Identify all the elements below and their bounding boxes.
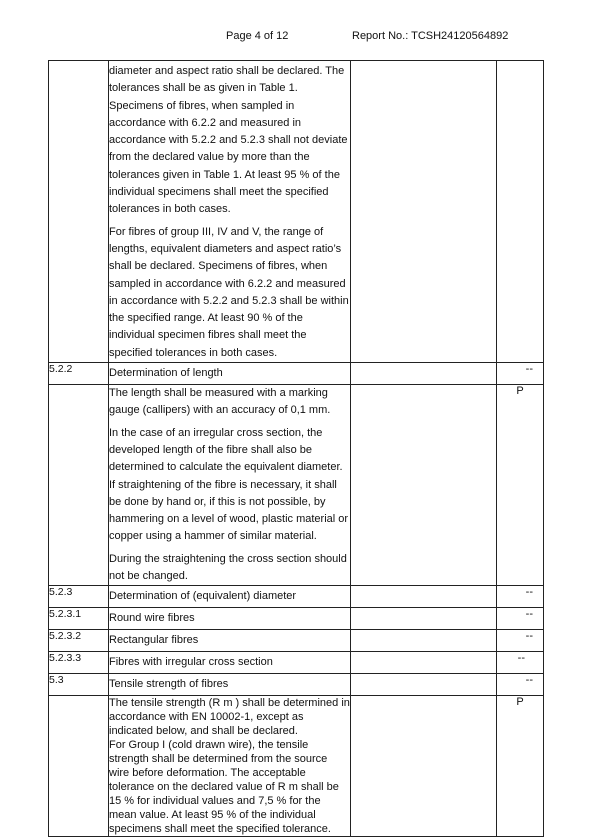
verdict-cell: -- bbox=[497, 674, 544, 696]
requirement-text: Rectangular fibres bbox=[109, 630, 351, 652]
requirement-text: The length shall be measured with a marking gauge (callipers) with an accuracy of 0,1 mm. bbox=[109, 387, 331, 417]
table-row bbox=[49, 363, 544, 385]
requirement-cell bbox=[109, 61, 351, 363]
requirement-text: Fibres with irregular cross section bbox=[109, 652, 351, 674]
requirement-text: For fibres of group III, IV and V, the range of lengths, equivalent diameters and aspect ratio’s shall be declared. Specimens of fibres, when sampled in accordance with 6.2.2 and measured in accordance with 5.2.2 and 5.2.3 shall be within the specified range. At least 90 % of the individual specimen fibres shall meet the specified tolerances in both cases. bbox=[109, 225, 349, 359]
clause-number bbox=[49, 385, 109, 586]
table-row bbox=[49, 61, 544, 363]
result-cell bbox=[351, 696, 497, 837]
clause-number: 5.2.3.3 bbox=[49, 652, 109, 674]
verdict-cell: P bbox=[497, 696, 544, 837]
verdict-cell: -- bbox=[497, 363, 544, 385]
clause-number: 5.2.3.1 bbox=[49, 608, 109, 630]
table-row bbox=[49, 696, 544, 837]
requirement-text: Round wire fibres bbox=[109, 608, 351, 630]
requirement-text: In the case of an irregular cross section, the developed length of the fibre shall also be determined to calculate the equivalent diameter. If straightening of the fibre is necessary, it shall be done by hand or, if this is not possible, by hammering on a level of wood, plastic material or copper using a hammer of similar material. bbox=[109, 426, 349, 543]
clause-number: 5.2.3 bbox=[49, 586, 109, 608]
page-header bbox=[0, 30, 600, 50]
clause-number: 5.2.2 bbox=[49, 363, 109, 385]
clause-number bbox=[49, 696, 109, 837]
table-row bbox=[49, 652, 544, 674]
requirement-text: For Group I (cold drawn wire), the tensile strength shall be determined from the source wire before deformation. The acceptable tolerance on the declared value of R m shall be 15 % for individual values and 7,5 % for the mean value. At least 95 % of the individual specimens shall meet the specified tolerance. bbox=[109, 739, 339, 836]
result-cell bbox=[351, 586, 497, 608]
table-row bbox=[49, 608, 544, 630]
requirement-text: Tensile strength of fibres bbox=[109, 674, 351, 696]
requirement-text: Determination of (equivalent) diameter bbox=[109, 586, 351, 608]
clause-number: 5.3 bbox=[49, 674, 109, 696]
table-row bbox=[49, 586, 544, 608]
requirement-cell bbox=[109, 385, 351, 586]
clause-number: 5.2.3.2 bbox=[49, 630, 109, 652]
table-row bbox=[49, 385, 544, 586]
result-cell bbox=[351, 363, 497, 385]
requirement-text: The tensile strength (R m ) shall be determined in accordance with EN 10002-1, except as indicated below, and shall be declared. bbox=[109, 697, 350, 738]
clause-table bbox=[48, 60, 544, 837]
verdict-cell: -- bbox=[497, 586, 544, 608]
result-cell bbox=[351, 385, 497, 586]
result-cell bbox=[351, 61, 497, 363]
verdict-cell: P bbox=[497, 385, 544, 586]
verdict-cell: -- bbox=[497, 630, 544, 652]
requirement-text: diameter and aspect ratio shall be declared. The tolerances shall be as given in Table 1. Specimens of fibres, when sampled in accordance with 6.2.2 and measured in accordance with 5.2.2 and 5.2.3 shall not deviate from the declared value by more than the tolerances given in Table 1. At least 95 % of the individual specimens shall meet the specified tolerances in both cases. bbox=[109, 65, 348, 216]
requirement-text: Determination of length bbox=[109, 363, 351, 385]
result-cell bbox=[351, 652, 497, 674]
result-cell bbox=[351, 630, 497, 652]
clause-number bbox=[49, 61, 109, 363]
requirement-cell bbox=[109, 696, 351, 837]
table-row bbox=[49, 630, 544, 652]
report-number: Report No.: TCSH24120564892 bbox=[352, 30, 509, 42]
page-number: Page 4 of 12 bbox=[226, 30, 289, 42]
verdict-cell: -- bbox=[497, 652, 544, 674]
result-cell bbox=[351, 608, 497, 630]
table-row bbox=[49, 674, 544, 696]
verdict-cell bbox=[497, 61, 544, 363]
result-cell bbox=[351, 674, 497, 696]
requirement-text: During the straightening the cross section should not be changed. bbox=[109, 552, 347, 583]
verdict-cell: -- bbox=[497, 608, 544, 630]
